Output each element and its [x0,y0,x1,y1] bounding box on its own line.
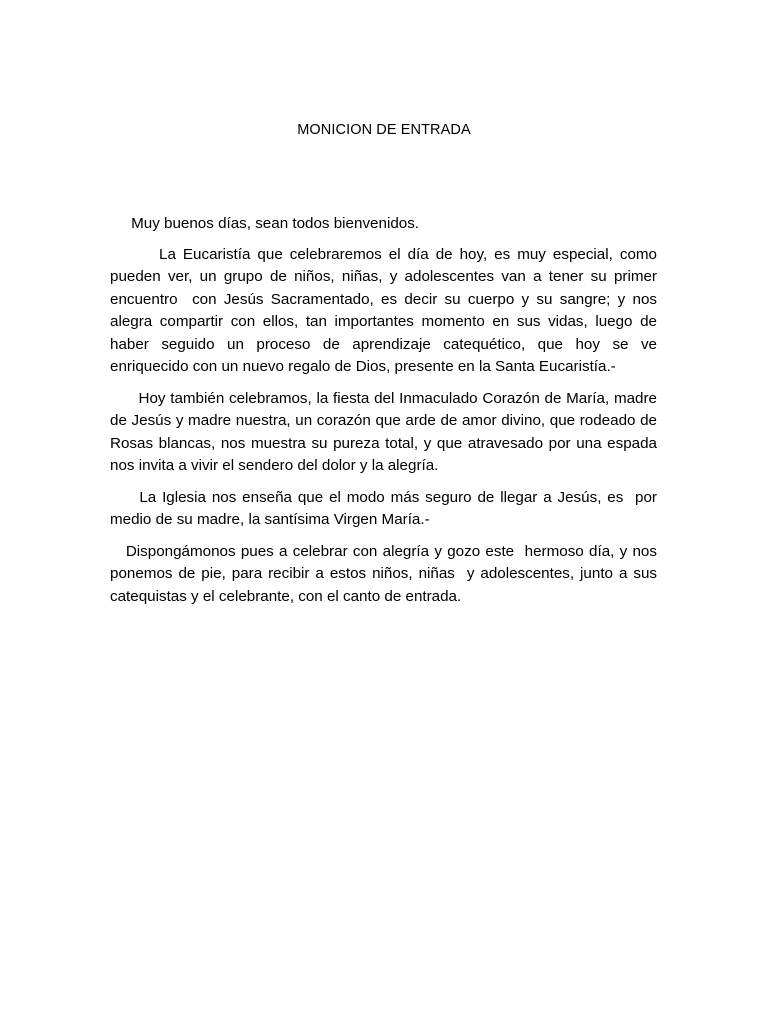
paragraph-invitation: Dispongámonos pues a celebrar con alegría y gozo este hermoso día, y nos ponemos de pie, para recibir a estos niños, niñas y adolescentes, junto a sus catequistas y el celebrante, con el canto de entrada. [110,542,662,605]
paragraph-eucharist: La Eucaristía que celebraremos el día de hoy, es muy especial, como pueden ver, un grupo de niños, niñas, y adolescentes van a tener su primer encuentro con Jesús Sacramentado, es decir su cuerpo y su sangre; y nos alegra compartir con ellos, tan importantes momento en sus vidas, luego de haber seguido un proceso de aprendizaje catequético, que hoy se ve enriquecido con un nuevo regalo de Dios, presente en la Santa Eucaristía.- [110,245,662,375]
document-title: MONICION DE ENTRADA [297,122,471,138]
paragraph-greeting: Muy buenos días, sean todos bienvenidos. [110,215,420,232]
paragraph-immaculate-heart: Hoy también celebramos, la fiesta del Inmaculado Corazón de María, madre de Jesús y madre nuestra, un corazón que arde de amor divino, que rodeado de Rosas blancas, nos muestra su pureza total, y que atravesado por una espada nos invita a vivir el sendero del dolor y la alegría. [110,389,662,474]
paragraph-church: La Iglesia nos enseña que el modo más seguro de llegar a Jesús, es por medio de su madre, la santísima Virgen María.- [110,488,662,528]
document-body [110,213,662,617]
